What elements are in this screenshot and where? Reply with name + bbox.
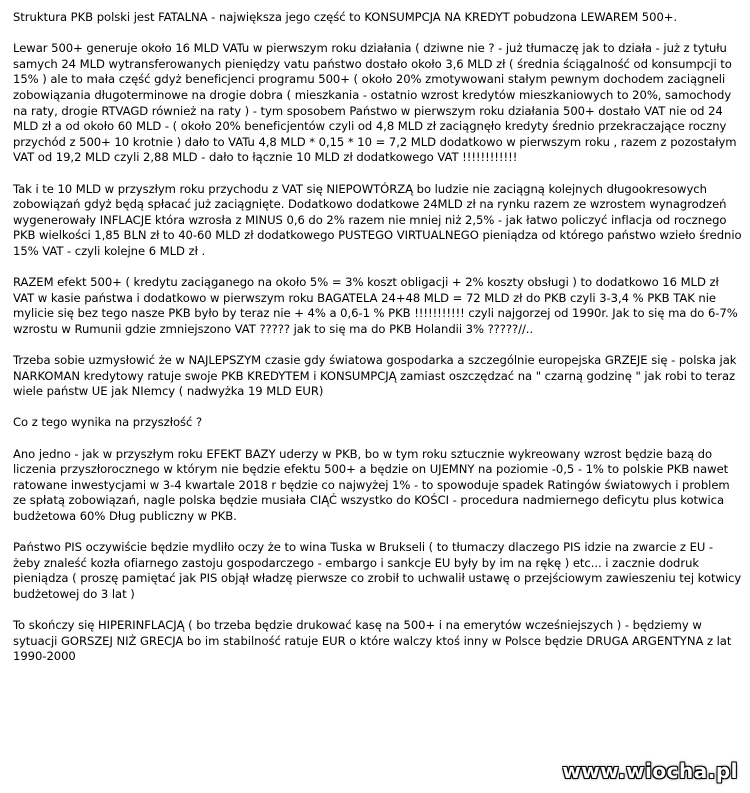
paragraph-ano-jedno: Ano jedno - jak w przyszłym roku EFEKT BAZY uderzy w PKB, bo w tym roku sztucznie wykreowany wzrost będzie bazą do liczenia przyszłorocznego w którym nie będzie efektu 500+ a będzie on UJEMNY na poziomie -0,5 - 1% to polskie PKB nawet ratowane inwestycjami w 3-4 kwartale 2018 r będzie co najwyżej 1% - to spowoduje spadek Ratingów światowych i problem ze spłatą zobowiązań, nagle polska będzie musiała CIĄĆ wszystko do KOŚCI - procedura nadmiernego deficytu plus kotwica budżetowa 60% Dług publiczny w PKB. [13, 446, 730, 523]
paragraph-trzeba: Trzeba sobie uzmysłowić że w NAJLEPSZYM czasie gdy światowa gospodarka a szczególnie europejska GRZEJE się - polska jak NARKOMAN kredytowy ratuje swoje PKB KREDYTEM i KONSUMPCJĄ zamiast oszczędzać na " czarną godzinę " jak robi to teraz wiele państw UE jak NIemcy ( nadwyżka 19 MLD EUR) [13, 353, 737, 399]
paragraph-intro: Struktura PKB polski jest FATALNA - największa jego część to KONSUMPCJA NA KREDYT pobudzona LEWAREM 500+. [13, 10, 678, 24]
paragraph-question: Co z tego wynika na przyszłość ? [13, 415, 203, 430]
paragraph-hiperinflacja: To skończy się HIPERINFLACJĄ ( bo trzeba będzie drukować kasę na 500+ i na emerytów wcześniejszych ) - będziemy w sytuacji GORSZEJ NIŻ GRECJA bo im stabilność ratuje EUR o które walczy ktoś inny w Polsce będzie DRUGA ARGENTYNA z lat 1990-2000 [13, 618, 732, 664]
paragraph-panstwo-pis: Państwo PIS oczywiście będzie mydliło oczy że to wina Tuska w Brukseli ( to tłumaczy dlaczego PIS idzie na zwarcie z EU - żeby znaleść kozła ofiarnego zastoju gospodarczego - embargo i sankcje EU były by im na rękę ) etc... i zacznie dodruk pieniądza ( proszę pamiętać jak PIS objął władzę pierwsze co zrobił to uchwalił ustawę o przejściowym zawieszeniu tej kotwicy budżetowej do 3 lat ) [13, 540, 742, 601]
article-text [13, 10, 743, 681]
paragraph-razem: RAZEM efekt 500+ ( kredytu zaciąganego na około 5% = 3% koszt obligacji + 2% koszty obsługi ) to dodatkowo 16 MLD zł VAT w kasie państwa i dodatkowo w pierwszym roku BAGATELA 24+48 MLD = 72 MLD zł do PKB czyli 3-3,4 % PKB TAK nie mylicie się bez tego nasze PKB było by teraz nie + 4% a 0,6-1 % PKB !!!!!!!!!!! czyli najgorzej od 1990r. Jak to się ma do 6-7% wzrostu w Rumunii gdzie zmniejszono VAT ????? jak to się ma do PKB Holandii 3% ?????//.. [13, 275, 738, 336]
paragraph-vat: Tak i te 10 MLD w przyszłym roku przychodu z VAT się NIEPOWTÓRZĄ bo ludzie nie zaciągną kolejnych długookresowych zobowiązań gdyż będą spłacać już zaciągnięte. Dodatkowo dodatkowe 24MLD zł na rynku razem ze wzrostem wynagrodzeń wygenerowały INFLACJE która wzrosła z MINUS 0,6 do 2% razem nie mniej niż 2,5% - jak łatwo policzyć inflacja od rocznego PKB wielkości 1,85 BLN zł to 40-60 MLD zł dodatkowego PUSTEGO VIRTUALNEGO pieniądza od którego państwo wzieło średnio 15% VAT - czyli kolejne 6 MLD zł . [13, 181, 742, 258]
site-watermark: www.wiocha.pl [562, 759, 738, 783]
paragraph-lewar: Lewar 500+ generuje około 16 MLD VATu w pierwszym roku działania ( dziwne nie ? - już tłumaczę jak to działa - już z tytułu samych 24 MLD wytransferowanych pieniędzy vatu państwo dostało około 3,6 MLD zł ( średnia ściągalność od konsumpcji to 15% ) ale to mała część gdyż beneficjenci programu 500+ ( około 20% zmotywowani stałym pewnym dochodem zaciągneli zobowiązania długoterminowe na drogie dobra ( mieszkania - ostatnio wzrost kredytów mieszkaniowych to 20%, samochody na raty, drogie RTVAGD również na raty ) - tym sposobem Państwo w pierwszym roku działania 500+ dostało VAT nie od 24 MLD zł a od około 60 MLD - ( około 20% beneficjentów czyli od 4,8 MLD zł zaciągnęło kredyty średnio przekraczające roczny przychód z 500+ 10 krotnie ) dało to VATu 4,8 MLD * 0,15 * 10 = 7,2 MLD dodatkowo w pierwszym roku , razem z pozostałym VAT od 19,2 MLD czyli 2,88 MLD - dało to łącznie 10 MLD zł dodatkowego VAT !!!!!!!!!!!! [13, 41, 737, 165]
